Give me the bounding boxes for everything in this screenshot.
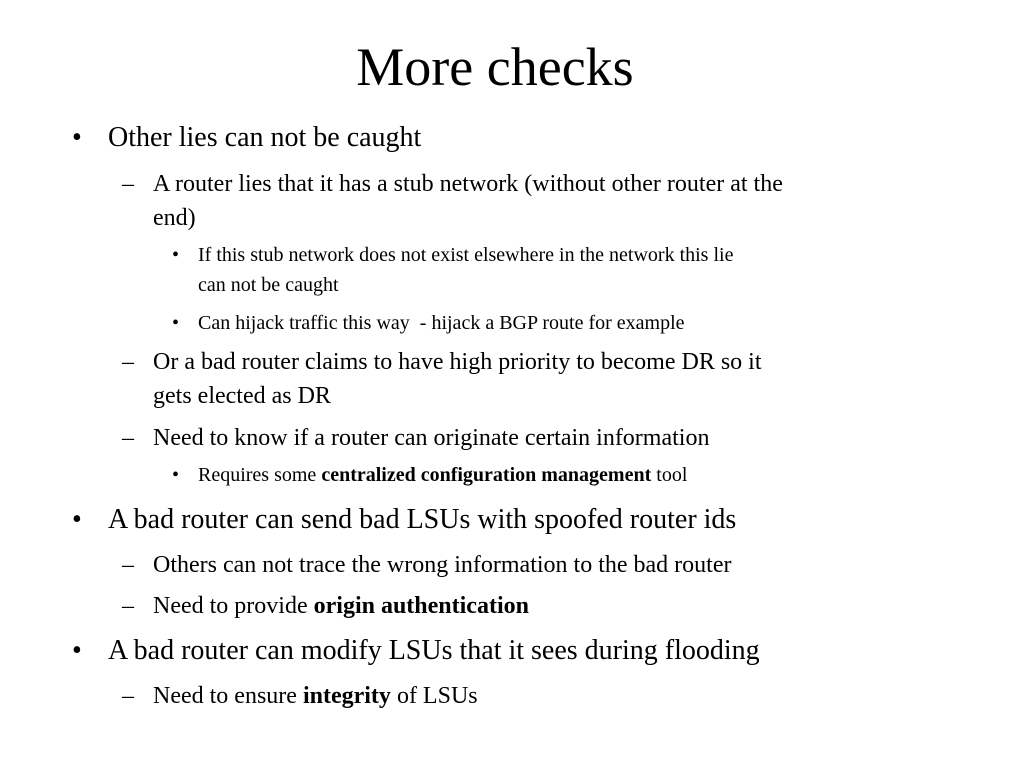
dash-marker: –: [122, 349, 134, 375]
bullet-marker: •: [172, 464, 180, 486]
bullet-modify-lsus: [108, 634, 760, 668]
bullet-text-after: of LSUs: [390, 683, 478, 709]
dash-marker: –: [122, 171, 134, 197]
sub-sub-bullet-stub-not-exist-cont: [198, 270, 339, 300]
dash-marker: –: [122, 593, 134, 619]
dash-marker: –: [122, 425, 134, 451]
bullet-text: If this stub network does not exist elsewhere in the network this lie: [198, 244, 734, 266]
dash-marker: –: [122, 683, 134, 709]
dash-marker: –: [122, 552, 134, 578]
bullet-text: Others can not trace the wrong information to the bad router: [153, 552, 732, 578]
sub-bullet-dr-priority-cont: [153, 379, 331, 413]
bullet-text-before: Need to ensure: [153, 683, 303, 709]
bullet-other-lies: [108, 121, 421, 155]
bullet-spoofed-ids: [108, 503, 736, 537]
slide-title: More checks: [356, 37, 634, 97]
bullet-text-before: Need to provide: [153, 593, 314, 619]
sub-bullet-dr-priority: [153, 345, 762, 379]
bullet-text-bold: origin authentication: [313, 593, 529, 619]
bullet-text: Can hijack traffic this way - hijack a BGP route for example: [198, 312, 685, 334]
bullet-text-after: tool: [651, 464, 688, 486]
bullet-text: Other lies can not be caught: [108, 122, 422, 153]
bullet-text: Need to know if a router can originate certain information: [153, 425, 710, 451]
sub-bullet-origin-auth: [153, 589, 529, 623]
bullet-marker: •: [72, 635, 82, 666]
sub-bullet-stub-network: [153, 167, 783, 201]
sub-bullet-originate: [153, 421, 709, 455]
bullet-text: Or a bad router claims to have high priority to become DR so it: [153, 349, 762, 375]
sub-bullet-trace: [153, 548, 731, 582]
sub-sub-bullet-config-mgmt: [198, 460, 687, 490]
bullet-marker: •: [172, 312, 180, 334]
bullet-text-bold: integrity: [302, 683, 391, 709]
sub-bullet-stub-network-cont: [153, 201, 196, 235]
bullet-text: gets elected as DR: [153, 383, 331, 409]
bullet-text: can not be caught: [198, 274, 339, 296]
bullet-text: A bad router can send bad LSUs with spoofed router ids: [108, 504, 737, 535]
bullet-text-before: Requires some: [198, 464, 322, 486]
bullet-marker: •: [72, 122, 82, 153]
sub-bullet-integrity: [153, 679, 478, 713]
bullet-marker: •: [172, 244, 180, 266]
bullet-text-bold: centralized configuration management: [321, 464, 652, 486]
bullet-text: end): [153, 205, 196, 231]
bullet-text: A router lies that it has a stub network (without other router at the: [153, 171, 783, 197]
bullet-text: A bad router can modify LSUs that it sees during flooding: [108, 635, 760, 666]
bullet-marker: •: [72, 504, 82, 535]
sub-sub-bullet-stub-not-exist: [198, 240, 733, 270]
sub-sub-bullet-hijack: [198, 308, 685, 338]
